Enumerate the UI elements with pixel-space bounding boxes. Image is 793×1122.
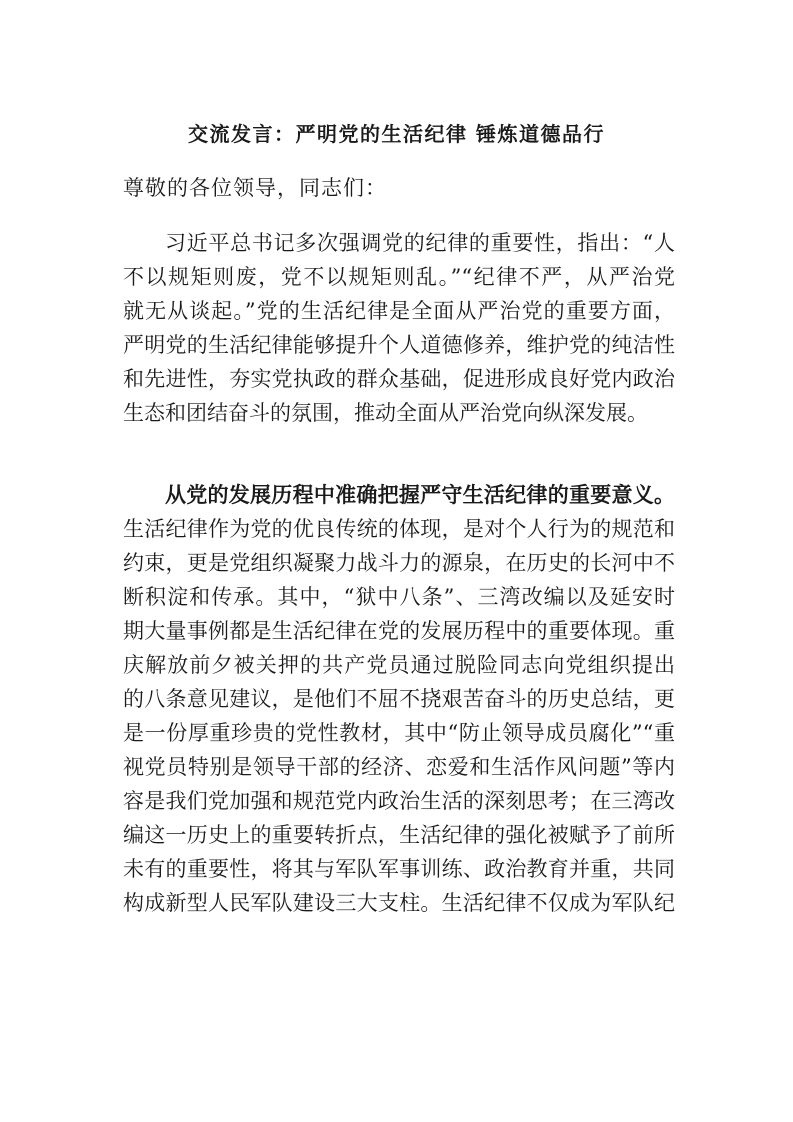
paragraph-line: 的八条意见建议，是他们不屈不挠艰苦奋斗的历史总结，更	[123, 687, 675, 711]
paragraph-line: 和先进性，夯实党执政的群众基础，促进形成良好党内政治	[123, 367, 675, 391]
document-title: 交流发言：严明党的生活纪律 锤炼道德品行	[188, 122, 605, 146]
paragraph-line: 断积淀和传承。其中，“狱中八条”、三湾改编以及延安时	[123, 585, 675, 609]
paragraph-line: 庆解放前夕被关押的共产党员通过脱险同志向党组织提出	[123, 653, 675, 677]
paragraph-line: 生态和团结奋斗的氛围，推动全面从严治党向纵深发展。	[123, 401, 648, 425]
paragraph-line: 习近平总书记多次强调党的纪律的重要性，指出：“人	[165, 231, 675, 255]
paragraph-line: 就无从谈起。”党的生活纪律是全面从严治党的重要方面，	[123, 299, 675, 323]
paragraph-line: 严明党的生活纪律能够提升个人道德修养，维护党的纯洁性	[123, 333, 675, 357]
paragraph-line: 生活纪律作为党的优良传统的体现，是对个人行为的规范和	[123, 517, 675, 541]
paragraph-line: 是一份厚重珍贵的党性教材，其中“防止领导成员腐化”“重	[123, 721, 675, 745]
paragraph-line: 期大量事例都是生活纪律在党的发展历程中的重要体现。重	[123, 619, 675, 643]
paragraph-line: 编这一历史上的重要转折点，生活纪律的强化被赋予了前所	[123, 823, 675, 847]
paragraph-history	[123, 479, 675, 921]
paragraph-intro	[123, 227, 675, 431]
paragraph-line: 未有的重要性，将其与军队军事训练、政治教育并重，共同	[123, 857, 675, 881]
paragraph-line: 构成新型人民军队建设三大支柱。生活纪律不仅成为军队纪	[123, 891, 675, 915]
paragraph-line: 视党员特别是领导干部的经济、恋爱和生活作风问题”等内	[123, 755, 675, 779]
salutation: 尊敬的各位领导，同志们：	[123, 176, 387, 200]
paragraph-line: 不以规矩则废，党不以规矩则乱。”“纪律不严，从严治党	[123, 265, 675, 289]
paragraph-line: 容是我们党加强和规范党内政治生活的深刻思考；在三湾改	[123, 789, 675, 813]
paragraph-line: 约束，更是党组织凝聚力战斗力的源泉，在历史的长河中不	[123, 551, 675, 575]
section-heading: 从党的发展历程中准确把握严守生活纪律的重要意义。	[165, 483, 675, 507]
